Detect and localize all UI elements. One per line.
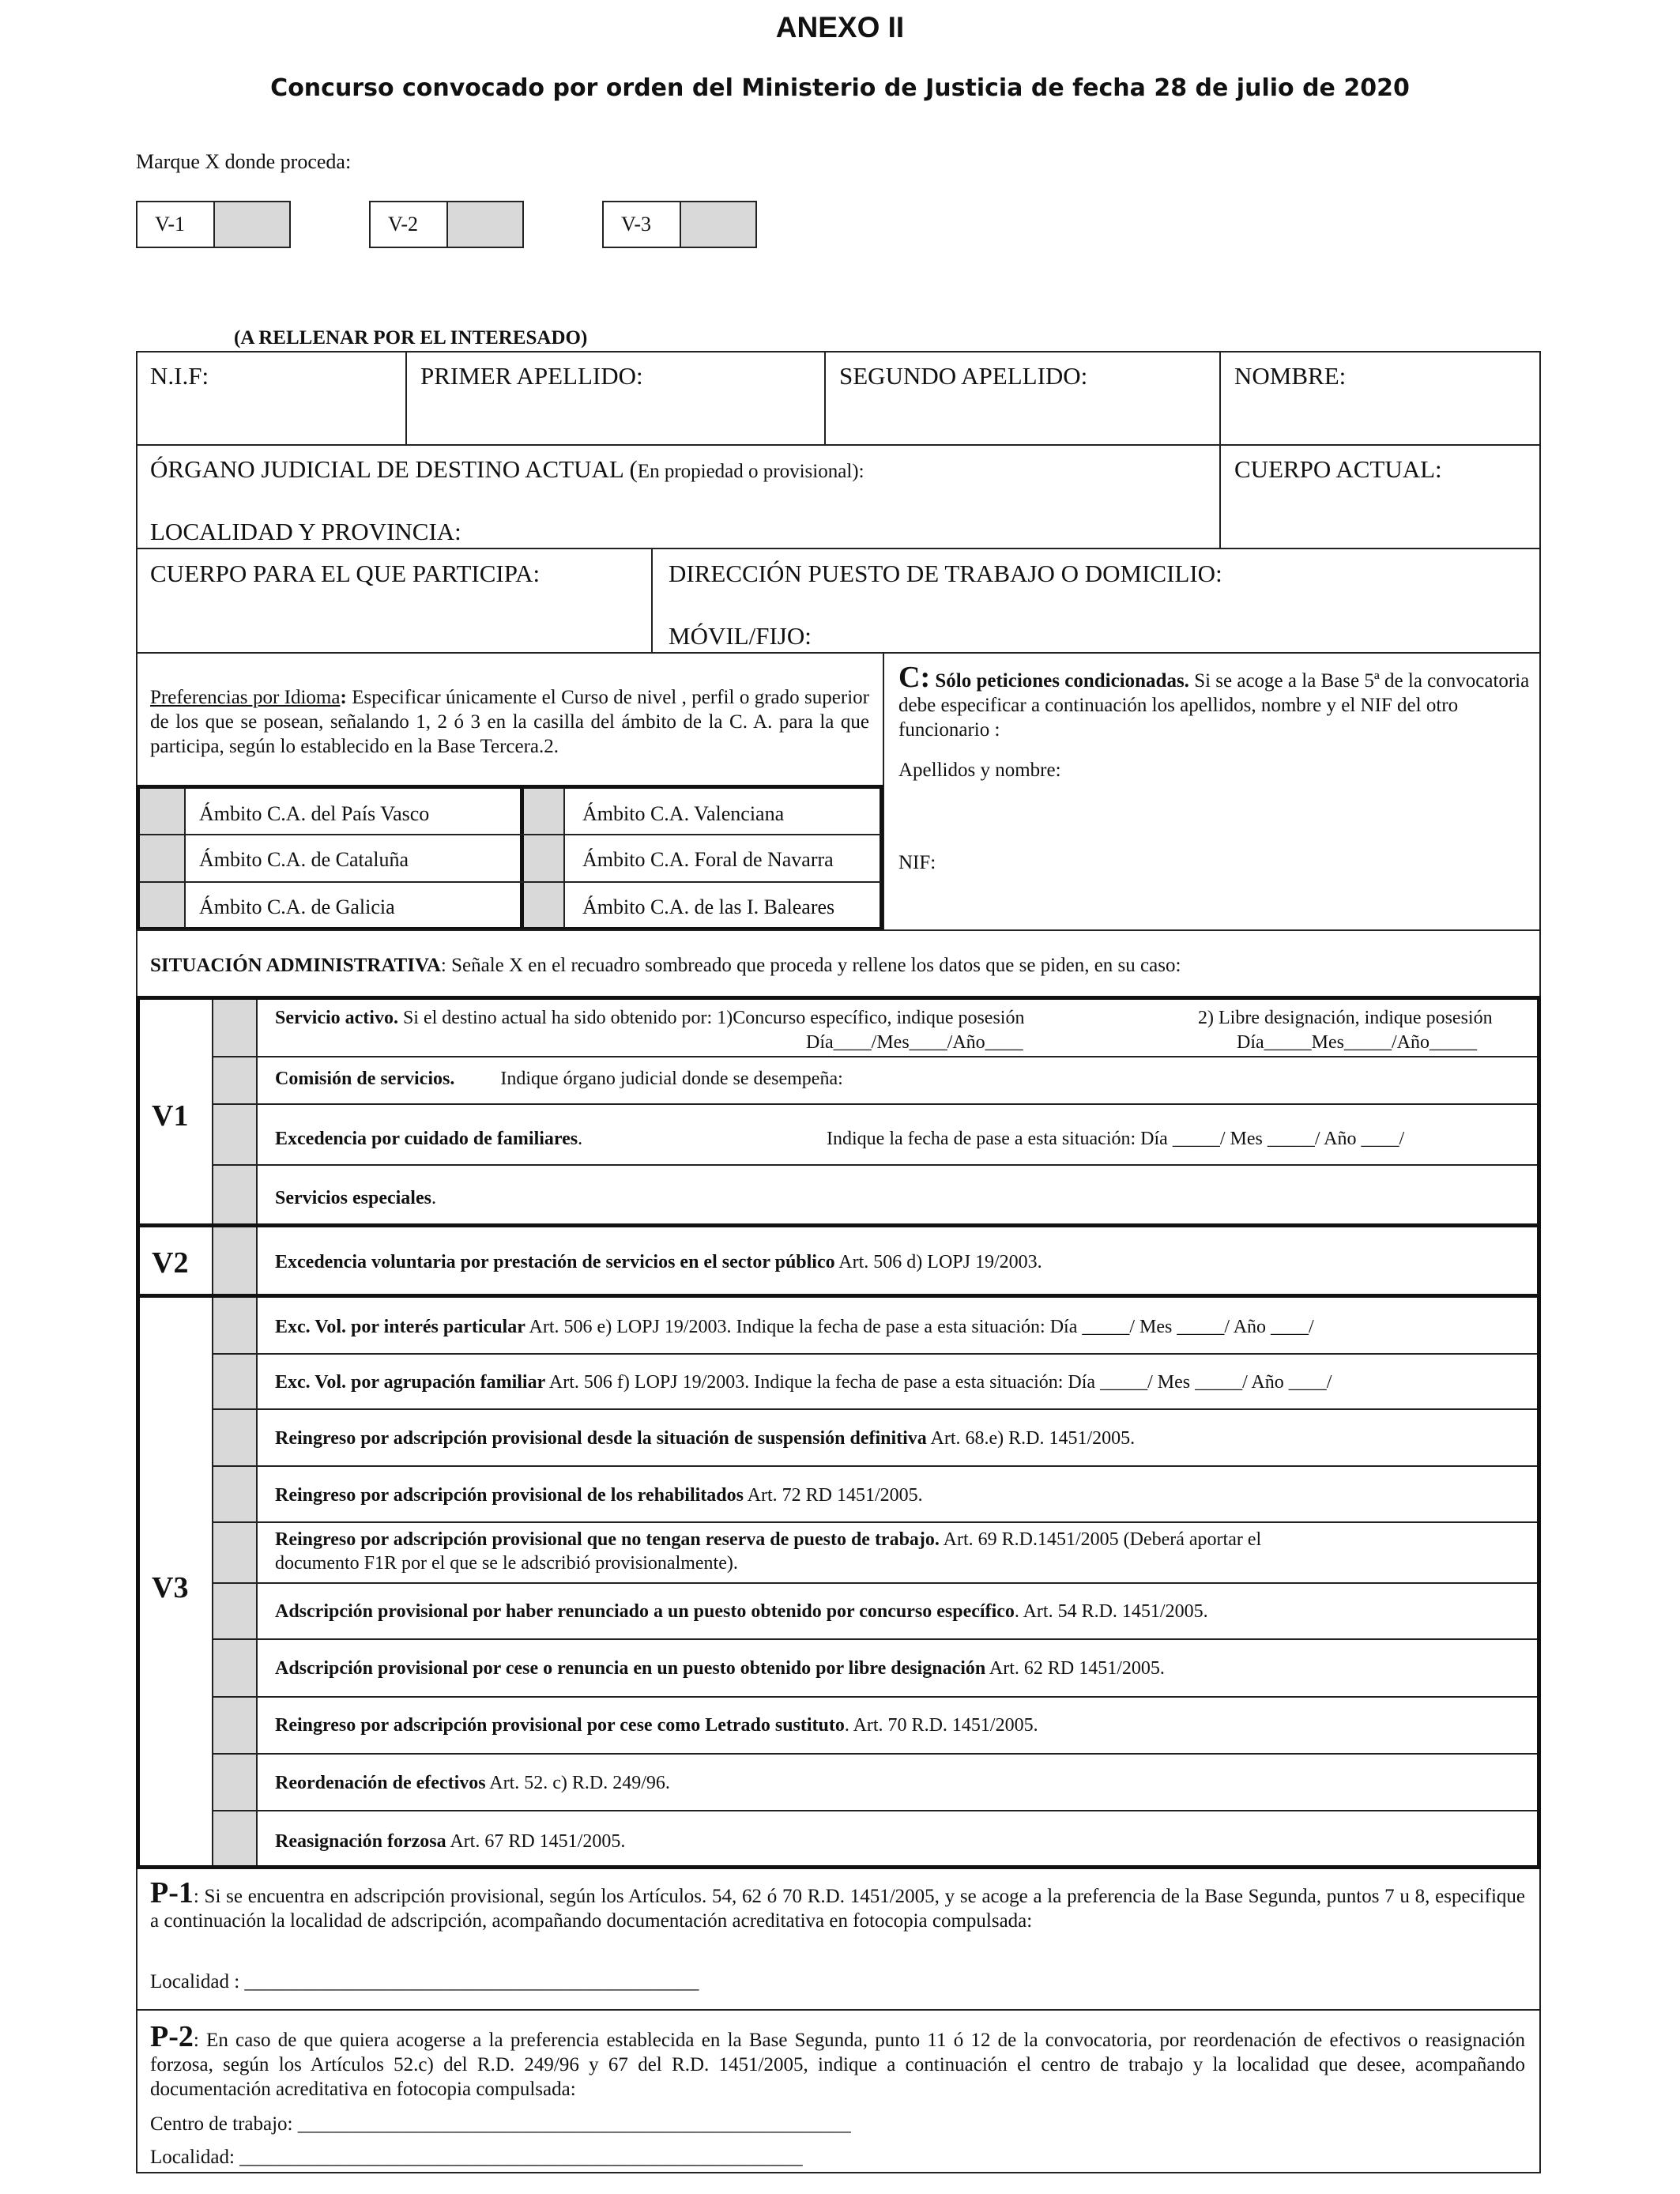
v3-row-label: Exc. Vol. por interés particular	[275, 1317, 525, 1337]
v3-row-label: Reordenación de efectivos	[275, 1773, 486, 1793]
excedencia-familiares-row[interactable]	[275, 1129, 582, 1150]
servicio-activo-label: Servicio activo.	[275, 1008, 398, 1028]
localidad-provincia-field[interactable]: LOCALIDAD Y PROVINCIA:	[150, 518, 461, 545]
concurso-fecha: Día____/Mes____/Año____	[806, 1032, 1023, 1053]
idioma-preferences-label: Preferencias por Idioma	[150, 687, 341, 708]
option-v2-label: V-2	[371, 202, 448, 247]
v3-row-label: Adscripción provisional por cese o renuncia en un puesto obtenido por libre designación	[275, 1658, 986, 1679]
v3-row-reasignacion[interactable]	[275, 1831, 625, 1853]
situacion-instruction	[150, 955, 1181, 977]
divider	[136, 444, 1541, 446]
v3-row-sin-reserva[interactable]	[275, 1529, 1261, 1551]
v3-row-text: Art. 72 RD 1451/2005.	[743, 1485, 923, 1506]
comision-text: Indique órgano judicial donde se desempeña:	[500, 1069, 843, 1089]
v3-row-reordenacion[interactable]	[275, 1773, 670, 1794]
divider	[212, 1103, 1537, 1105]
libre-designacion-fecha: Día_____Mes_____/Año_____	[1237, 1032, 1477, 1053]
ambito-galicia: Ámbito C.A. de Galicia	[199, 895, 395, 918]
option-v2[interactable]	[369, 201, 524, 248]
cuerpo-participa-field[interactable]: CUERPO PARA EL QUE PARTICIPA:	[150, 560, 541, 587]
ambito-baleares: Ámbito C.A. de las I. Baleares	[582, 895, 835, 918]
condicionadas-apellidos-field[interactable]: Apellidos y nombre:	[898, 760, 1061, 781]
situacion-body: : Señale X en el recuadro sombreado que proceda y rellene los datos que se piden, en su caso:	[440, 955, 1181, 976]
option-v1-label: V-1	[137, 202, 215, 247]
condicionadas-bold: Sólo peticiones condicionadas.	[930, 670, 1189, 692]
idioma-preferences-body: Especificar únicamente el Curso de nivel , perfil o grado superior de los que se posean, señalando 1, 2 ó 3 en la casilla del ámbito de la C. A. para la que participa, según lo establecido en la Base Tercera.2.	[150, 687, 869, 757]
v3-row-letrado-sustituto[interactable]	[275, 1715, 1038, 1736]
divider	[136, 2009, 1541, 2011]
option-v3[interactable]	[602, 201, 757, 248]
primer-apellido-field[interactable]: PRIMER APELLIDO:	[420, 362, 643, 390]
divider	[256, 1000, 258, 1223]
v1-group-label: V1	[152, 1099, 189, 1133]
condicionadas-body: Si se acoge a la Base 5ª de la convocatoria debe especificar a continuación los apellidos, nombre y el NIF del otro funcionario :	[898, 670, 1530, 741]
p2-centro-field[interactable]: Centro de trabajo: ________________________________________________________	[150, 2113, 851, 2135]
ambito-valenciana: Ámbito C.A. Valenciana	[582, 802, 785, 825]
servicios-especiales-row[interactable]	[275, 1188, 436, 1209]
divider	[212, 1408, 1537, 1410]
divider	[212, 1638, 1537, 1640]
organo-judicial-label: ÓRGANO JUDICIAL DE DESTINO ACTUAL (	[150, 455, 638, 483]
v1-checkbox-column[interactable]	[212, 1000, 256, 1223]
divider	[212, 1465, 1537, 1467]
v3-row-label: Reingreso por adscripción provisional que no tengan reserva de puesto de trabajo.	[275, 1529, 940, 1550]
v3-row-text: Art. 69 R.D.1451/2005 (Deberá aportar el	[939, 1529, 1262, 1550]
p2-heading: P-2	[150, 2020, 194, 2053]
v3-row-label: Adscripción provisional por haber renunciado a un puesto obtenido por concurso específico	[275, 1601, 1015, 1622]
v3-row-renuncia-concurso[interactable]	[275, 1601, 1208, 1623]
idioma-colon: :	[340, 687, 347, 708]
divider	[563, 789, 565, 927]
p2-localidad-field[interactable]: Localidad: _________________________________________________________	[150, 2147, 803, 2168]
v3-row-libre-designacion[interactable]	[275, 1658, 1165, 1679]
divider	[212, 1696, 1537, 1698]
ambito-checkbox-column-right[interactable]	[524, 789, 563, 927]
divider	[405, 351, 407, 446]
condicionadas-text	[898, 661, 1531, 742]
v3-row-text: Art. 62 RD 1451/2005.	[985, 1658, 1165, 1679]
divider	[136, 652, 1541, 654]
v3-row-label: Reingreso por adscripción provisional desde la situación de suspensión definitiva	[275, 1428, 927, 1449]
divider	[212, 1164, 1537, 1166]
nif-field[interactable]: N.I.F:	[150, 362, 209, 390]
divider	[256, 1298, 258, 1865]
divider	[651, 548, 653, 654]
v3-row-label: Reingreso por adscripción provisional de los rehabilitados	[275, 1485, 744, 1506]
ambito-navarra: Ámbito C.A. Foral de Navarra	[582, 848, 834, 871]
v2-group-label: V2	[152, 1246, 189, 1280]
especiales-label: Servicios especiales	[275, 1188, 431, 1208]
option-v2-checkbox[interactable]	[448, 202, 522, 247]
p1-body: : Si se encuentra en adscripción provisional, según los Artículos. 54, 62 ó 70 R.D. 1451/2005, y se acoge a la preferencia de la Base Segunda, puntos 7 u 8, especifique a continuación la localidad de adscripción, acompañando documentación acreditativa en fotocopia compulsada:	[150, 1886, 1525, 1932]
divider	[256, 1227, 258, 1294]
v3-row-text: Art. 506 f) LOPJ 19/2003. Indique la fecha de pase a esta situación: Día _____/ Mes _____/ Año ____/	[545, 1372, 1332, 1393]
divider	[824, 351, 826, 446]
v3-row-interes-particular[interactable]	[275, 1317, 1314, 1338]
excedencia-dot: .	[578, 1129, 583, 1149]
v3-row-text: Art. 67 RD 1451/2005.	[446, 1831, 626, 1852]
p1-localidad-field[interactable]: Localidad : ______________________________________________	[150, 1971, 699, 1992]
divider	[212, 1227, 213, 1294]
v3-row-label: Reingreso por adscripción provisional por cese como Letrado sustituto	[275, 1715, 845, 1736]
situacion-label: SITUACIÓN ADMINISTRATIVA	[150, 955, 441, 976]
v3-row-agrupacion-familiar[interactable]	[275, 1372, 1332, 1393]
divider	[136, 929, 1541, 931]
condicionadas-nif-field[interactable]: NIF:	[898, 852, 936, 873]
divider	[140, 834, 881, 835]
direccion-field[interactable]: DIRECCIÓN PUESTO DE TRABAJO O DOMICILIO:	[669, 560, 1222, 587]
nombre-field[interactable]: NOMBRE:	[1234, 362, 1347, 390]
p2-body: : En caso de que quiera acogerse a la preferencia establecida en la Base Segunda, punto 11 ó 12 de la convocatoria, por reordenación de efectivos o reasignación forzosa, según los Artículos 52.c) del R.D. 249/96 y 67 del R.D. 1451/2005, indique a continuación el centro de trabajo y la localidad que desee, acompañando documentación acreditativa en fotocopia compulsada:	[150, 2030, 1525, 2100]
excedencia-fecha: Indique la fecha de pase a esta situación: Día _____/ Mes _____/ Año ____/	[827, 1129, 1405, 1149]
divider	[212, 1298, 213, 1865]
v3-row-text: Art. 52. c) R.D. 249/96.	[485, 1773, 670, 1793]
idioma-preferences-text	[150, 685, 869, 759]
libre-designacion-text: 2) Libre designación, indique posesión	[1198, 1008, 1493, 1028]
divider	[136, 548, 1541, 549]
option-v3-checkbox[interactable]	[681, 202, 755, 247]
option-v1[interactable]	[136, 201, 291, 248]
v3-row-text: . Art. 54 R.D. 1451/2005.	[1014, 1601, 1208, 1622]
divider	[184, 789, 186, 927]
divider	[212, 1056, 1537, 1057]
divider	[212, 1353, 1537, 1355]
v3-row-rehabilitados[interactable]	[275, 1485, 923, 1506]
ambito-pais-vasco: Ámbito C.A. del País Vasco	[199, 802, 430, 825]
divider	[1219, 351, 1221, 549]
v2-text: Art. 506 d) LOPJ 19/2003.	[834, 1252, 1042, 1272]
divider	[212, 1810, 1537, 1811]
excedencia-sector-publico-row[interactable]	[275, 1252, 1042, 1273]
v3-row-text: Art. 506 e) LOPJ 19/2003. Indique la fecha de pase a esta situación: Día _____/ Mes _____/ Año ____/	[525, 1317, 1314, 1337]
divider	[212, 1521, 1537, 1523]
ambito-cataluna: Ámbito C.A. de Cataluña	[199, 848, 409, 871]
section-heading-interesado: (A RELLENAR POR EL INTERESADO)	[234, 327, 588, 349]
page-title: ANEXO II	[775, 11, 905, 43]
servicio-activo-row[interactable]	[275, 1008, 1024, 1029]
v3-row-text: . Art. 70 R.D. 1451/2005.	[844, 1715, 1038, 1736]
v3-row-sin-reserva-cont: documento F1R por el que se le adscribió provisionalmente).	[275, 1553, 738, 1574]
divider	[212, 1000, 213, 1223]
divider	[212, 1753, 1537, 1755]
ambito-checkbox-column-left[interactable]	[140, 789, 184, 927]
comision-label: Comisión de servicios.	[275, 1069, 455, 1089]
condicionadas-letter: C:	[898, 661, 931, 694]
p1-text	[150, 1876, 1525, 1933]
p2-text	[150, 2020, 1525, 2102]
excedencia-label: Excedencia por cuidado de familiares	[275, 1129, 578, 1149]
v3-checkbox-column[interactable]	[212, 1298, 256, 1865]
cuerpo-actual-field[interactable]: CUERPO ACTUAL:	[1234, 455, 1442, 483]
p1-heading: P-1	[150, 1876, 194, 1909]
v2-checkbox[interactable]	[212, 1227, 256, 1294]
v3-row-text: Art. 68.e) R.D. 1451/2005.	[926, 1428, 1136, 1449]
especiales-dot: .	[431, 1188, 436, 1208]
comision-servicios-row[interactable]	[275, 1069, 843, 1090]
option-v3-label: V-3	[604, 202, 681, 247]
divider	[212, 1582, 1537, 1584]
organo-judicial-field[interactable]	[150, 455, 864, 484]
page-subtitle: Concurso convocado por orden del Ministerio de Justicia de fecha 28 de julio de 2020	[270, 74, 1410, 102]
v3-row-label: Reasignación forzosa	[275, 1831, 446, 1852]
option-v1-checkbox[interactable]	[215, 202, 289, 247]
v3-group-label: V3	[152, 1571, 189, 1604]
organo-judicial-note: En propiedad o provisional):	[637, 461, 864, 482]
v3-row-label: Exc. Vol. por agrupación familiar	[275, 1372, 546, 1393]
movil-field[interactable]: MÓVIL/FIJO:	[669, 622, 812, 650]
divider	[140, 881, 881, 883]
v2-label: Excedencia voluntaria por prestación de servicios en el sector público	[275, 1252, 835, 1272]
segundo-apellido-field[interactable]: SEGUNDO APELLIDO:	[839, 362, 1088, 390]
v3-row-suspension-definitiva[interactable]	[275, 1428, 1135, 1449]
servicio-activo-text: Si el destino actual ha sido obtenido por: 1)Concurso específico, indique posesión	[397, 1008, 1025, 1028]
marque-instruction: Marque X donde proceda:	[136, 150, 352, 173]
